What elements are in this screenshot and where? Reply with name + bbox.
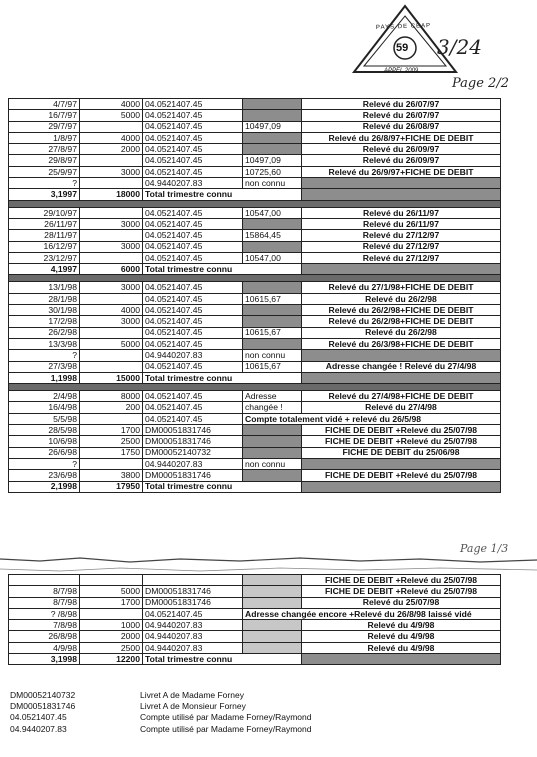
note-cell: Adresse [243, 391, 302, 402]
releve-cell: Relevé du 27/12/97 [302, 230, 501, 241]
date-cell: 29/7/97 [9, 121, 80, 132]
note-cell [243, 144, 302, 155]
amount-cell: 2000 [80, 631, 143, 642]
stamp-bottom-text: APPEL 2009 [384, 68, 419, 74]
table-row [9, 350, 501, 361]
handwritten-side-note: 3/24 [437, 35, 482, 59]
date-cell: 23/6/98 [9, 470, 80, 481]
note-cell: 10615,67 [243, 327, 302, 338]
date-cell [9, 575, 80, 586]
quarter-label: 4,1997 [9, 264, 80, 275]
amount-cell [80, 230, 143, 241]
table-row [9, 132, 501, 143]
total-text: Total trimestre connu [143, 372, 302, 383]
account-cell: 04.0521407.45 [143, 327, 243, 338]
note-cell [243, 132, 302, 143]
date-cell: 13/1/98 [9, 282, 80, 293]
account-cell: 04.0521407.45 [143, 110, 243, 121]
amount-cell: 200 [80, 402, 143, 413]
releve-cell: Relevé du 27/4/98 [302, 402, 501, 413]
separator-bar [9, 275, 501, 282]
date-cell: 26/2/98 [9, 327, 80, 338]
account-cell: 04.0521407.45 [143, 305, 243, 316]
amount-cell: 3000 [80, 316, 143, 327]
table-row [9, 575, 501, 586]
section-separator [9, 275, 501, 282]
table-row [9, 144, 501, 155]
releve-cell: Relevé du 26/08/97 [302, 121, 501, 132]
amount-cell: 2000 [80, 144, 143, 155]
account-cell: 04.9440207.83 [143, 458, 243, 469]
account-cell: 04.9440207.83 [143, 350, 243, 361]
separator-bar [9, 384, 501, 391]
releve-cell: Relevé du 26/8/97+FICHE DE DEBIT [302, 132, 501, 143]
date-cell: 8/7/98 [9, 586, 80, 597]
table-row [9, 121, 501, 132]
date-cell: 4/9/98 [9, 642, 80, 653]
account-cell: 04.0521407.45 [143, 413, 243, 424]
releve-cell: Relevé du 25/07/98 [302, 597, 501, 608]
table-row [9, 99, 501, 110]
note-cell: 10547,00 [243, 252, 302, 263]
note-cell [243, 282, 302, 293]
legend-item [10, 712, 312, 723]
amount-cell [80, 458, 143, 469]
note-cell: 10615,67 [243, 361, 302, 372]
table-row [9, 470, 501, 481]
amount-cell: 1000 [80, 620, 143, 631]
amount-cell: 1700 [80, 425, 143, 436]
amount-cell: 2500 [80, 642, 143, 653]
releve-cell: FICHE DE DEBIT +Relevé du 25/07/98 [302, 425, 501, 436]
table-row [9, 631, 501, 642]
table-row [9, 155, 501, 166]
note-cell [243, 425, 302, 436]
amount-cell [80, 207, 143, 218]
amount-cell: 3000 [80, 282, 143, 293]
amount-cell: 5000 [80, 586, 143, 597]
note-cell [243, 218, 302, 229]
note-cell: changée ! [243, 402, 302, 413]
releve-cell: Relevé du 4/9/98 [302, 631, 501, 642]
legend-description: Compte utilisé par Madame Forney/Raymond [140, 723, 312, 734]
table-row [9, 436, 501, 447]
table-row [9, 241, 501, 252]
note-cell [243, 620, 302, 631]
amount-cell: 8000 [80, 391, 143, 402]
account-cell: DM00052140732 [143, 447, 243, 458]
total-text: Total trimestre connu [143, 481, 302, 492]
legend-code: 04.9440207.83 [10, 723, 67, 734]
account-cell: DM00051831746 [143, 586, 243, 597]
total-text: Total trimestre connu [143, 654, 302, 665]
amount-cell: 3000 [80, 241, 143, 252]
account-cell: 04.9440207.83 [143, 631, 243, 642]
table-row [9, 361, 501, 372]
quarter-total: 12200 [80, 654, 143, 665]
date-cell: 28/5/98 [9, 425, 80, 436]
table-row [9, 252, 501, 263]
note-cell [243, 241, 302, 252]
amount-cell: 4000 [80, 132, 143, 143]
date-cell: 7/8/98 [9, 620, 80, 631]
releve-cell: Relevé du 26/09/97 [302, 144, 501, 155]
quarter-total: 15000 [80, 372, 143, 383]
total-row [9, 654, 501, 665]
amount-cell [80, 293, 143, 304]
date-cell: 28/11/97 [9, 230, 80, 241]
table-row [9, 282, 501, 293]
note-cell: 10725,60 [243, 166, 302, 177]
table-row [9, 327, 501, 338]
table-row [9, 305, 501, 316]
date-cell: 1/8/97 [9, 132, 80, 143]
legend-code: DM00052140732 [10, 690, 76, 700]
note-cell: non connu [243, 458, 302, 469]
quarter-label: 1,1998 [9, 372, 80, 383]
releve-cell: Relevé du 26/3/98+FICHE DE DEBIT [302, 338, 501, 349]
account-cell: 04.0521407.45 [143, 166, 243, 177]
releve-cell: Relevé du 26/11/97 [302, 207, 501, 218]
note-cell [243, 99, 302, 110]
quarter-label: 3,1997 [9, 189, 80, 200]
releve-cell: Relevé du 27/12/97 [302, 241, 501, 252]
table-row [9, 413, 501, 424]
total-row [9, 264, 501, 275]
releve-cell: Relevé du 26/11/97 [302, 218, 501, 229]
section-separator [9, 200, 501, 207]
amount-cell: 3000 [80, 218, 143, 229]
total-filler [302, 372, 501, 383]
table-row [9, 293, 501, 304]
account-legend [10, 690, 312, 735]
releve-cell: Relevé du 26/2/98+FICHE DE DEBIT [302, 316, 501, 327]
handwritten-torn-note: Page 1/3 [460, 542, 509, 555]
releve-cell [302, 458, 501, 469]
total-row [9, 372, 501, 383]
date-cell: 10/6/98 [9, 436, 80, 447]
account-cell: 04.0521407.45 [143, 241, 243, 252]
quarter-total: 18000 [80, 189, 143, 200]
amount-cell: 4000 [80, 99, 143, 110]
amount-cell [80, 121, 143, 132]
note-cell: non connu [243, 178, 302, 189]
table-row [9, 642, 501, 653]
note-cell [243, 338, 302, 349]
account-cell: 04.0521407.45 [143, 282, 243, 293]
account-cell: 04.0521407.45 [143, 99, 243, 110]
date-cell: 28/1/98 [9, 293, 80, 304]
releve-cell: Relevé du 26/07/97 [302, 99, 501, 110]
amount-cell [80, 155, 143, 166]
account-cell: 04.0521407.45 [143, 402, 243, 413]
releve-cell: Relevé du 26/2/98+FICHE DE DEBIT [302, 305, 501, 316]
amount-cell [80, 361, 143, 372]
date-cell: 29/8/97 [9, 155, 80, 166]
account-cell: 04.0521407.45 [143, 218, 243, 229]
account-cell: 04.0521407.45 [143, 121, 243, 132]
table-row [9, 447, 501, 458]
note-cell: 10547,00 [243, 207, 302, 218]
date-cell: 27/3/98 [9, 361, 80, 372]
table-row [9, 230, 501, 241]
legend-item [10, 724, 312, 735]
table-row [9, 218, 501, 229]
note-cell [243, 631, 302, 642]
date-cell: 29/10/97 [9, 207, 80, 218]
releve-cell: Relevé du 26/2/98 [302, 327, 501, 338]
table-row [9, 166, 501, 177]
amount-cell: 4000 [80, 305, 143, 316]
table-row [9, 597, 501, 608]
account-cell: 04.0521407.45 [143, 338, 243, 349]
releve-cell: FICHE DE DEBIT +Relevé du 25/07/98 [302, 575, 501, 586]
quarter-label: 2,1998 [9, 481, 80, 492]
account-cell: 04.0521407.45 [143, 316, 243, 327]
date-cell: 8/7/98 [9, 597, 80, 608]
note-cell [243, 642, 302, 653]
date-cell: 26/6/98 [9, 447, 80, 458]
note-cell [243, 316, 302, 327]
date-cell: ? [9, 178, 80, 189]
date-cell: ? [9, 350, 80, 361]
legend-description: Livret A de Monsieur Forney [140, 701, 246, 712]
releve-cell: Relevé du 27/1/98+FICHE DE DEBIT [302, 282, 501, 293]
stamp-top-text: PAYS DE CEAP [375, 23, 432, 31]
releve-cell: Relevé du 26/09/97 [302, 155, 501, 166]
account-cell: 04.0521407.45 [143, 252, 243, 263]
releve-cell: Relevé du 4/9/98 [302, 642, 501, 653]
date-cell: 16/7/97 [9, 110, 80, 121]
table-row [9, 620, 501, 631]
handwritten-page-note: Page 2/2 [452, 76, 509, 91]
table-row [9, 391, 501, 402]
date-cell: 26/8/98 [9, 631, 80, 642]
date-cell: 26/11/97 [9, 218, 80, 229]
note-cell: 10615,67 [243, 293, 302, 304]
table-row [9, 458, 501, 469]
amount-cell: 5000 [80, 338, 143, 349]
releve-cell: Relevé du 26/07/97 [302, 110, 501, 121]
account-cell: DM00051831746 [143, 470, 243, 481]
quarter-total: 6000 [80, 264, 143, 275]
account-cell: DM00051831746 [143, 436, 243, 447]
date-cell: 5/5/98 [9, 413, 80, 424]
note-cell [243, 305, 302, 316]
amount-cell: 5000 [80, 110, 143, 121]
account-cell: 04.0521407.45 [143, 144, 243, 155]
releve-cell [302, 178, 501, 189]
total-filler [302, 189, 501, 200]
legend-item [10, 690, 312, 701]
note-cell: 10497,09 [243, 155, 302, 166]
separator-bar [9, 200, 501, 207]
note-cell [243, 575, 302, 586]
account-cell: 04.9440207.83 [143, 178, 243, 189]
note-cell [243, 586, 302, 597]
account-cell: 04.0521407.45 [143, 361, 243, 372]
legend-description: Compte utilisé par Madame Forney/Raymond [140, 712, 312, 723]
legend-description: Livret A de Madame Forney [140, 690, 244, 700]
releve-cell: Relevé du 4/9/98 [302, 620, 501, 631]
total-row [9, 481, 501, 492]
releve-cell: FICHE DE DEBIT +Relevé du 25/07/98 [302, 436, 501, 447]
table-row [9, 110, 501, 121]
date-cell: ? [9, 458, 80, 469]
date-cell: 30/1/98 [9, 305, 80, 316]
account-cell: DM00051831746 [143, 597, 243, 608]
total-filler [302, 654, 501, 665]
note-cell: 10497,09 [243, 121, 302, 132]
amount-cell: 1750 [80, 447, 143, 458]
total-filler [302, 481, 501, 492]
releve-cell: FICHE DE DEBIT +Relevé du 25/07/98 [302, 470, 501, 481]
total-row [9, 189, 501, 200]
releve-cell [302, 350, 501, 361]
amount-cell [80, 252, 143, 263]
section-separator [9, 384, 501, 391]
date-cell: 23/12/97 [9, 252, 80, 263]
account-cell: 04.9440207.83 [143, 642, 243, 653]
note-cell [243, 597, 302, 608]
releve-cell: FICHE DE DEBIT +Relevé du 25/07/98 [302, 586, 501, 597]
amount-cell: 1700 [80, 597, 143, 608]
account-cell: 04.0521407.45 [143, 207, 243, 218]
date-cell: ? /8/98 [9, 608, 80, 619]
stamp-number: 59 [396, 42, 409, 54]
total-text: Total trimestre connu [143, 189, 302, 200]
account-cell: 04.0521407.45 [143, 608, 243, 619]
account-cell: 04.0521407.45 [143, 132, 243, 143]
releve-cell: Relevé du 26/9/97+FICHE DE DEBIT [302, 166, 501, 177]
legend-code: DM00051831746 [10, 701, 76, 712]
legend-item [10, 701, 312, 712]
ledger-table-page2 [8, 574, 501, 665]
note-cell [243, 447, 302, 458]
amount-cell [80, 327, 143, 338]
date-cell: 13/3/98 [9, 338, 80, 349]
amount-cell [80, 575, 143, 586]
quarter-total: 17950 [80, 481, 143, 492]
date-cell: 17/2/98 [9, 316, 80, 327]
total-filler [302, 264, 501, 275]
merged-note-cell: Compte totalement vidé + relevé du 26/5/98 [243, 413, 501, 424]
amount-cell: 3000 [80, 166, 143, 177]
date-cell: 16/4/98 [9, 402, 80, 413]
account-cell: DM00051831746 [143, 425, 243, 436]
table-row [9, 425, 501, 436]
account-cell: 04.0521407.45 [143, 230, 243, 241]
releve-cell: Relevé du 27/12/97 [302, 252, 501, 263]
amount-cell: 3800 [80, 470, 143, 481]
table-row [9, 608, 501, 619]
account-cell: 04.0521407.45 [143, 293, 243, 304]
amount-cell [80, 178, 143, 189]
account-cell: 04.0521407.45 [143, 391, 243, 402]
legend-code: 04.0521407.45 [10, 712, 67, 723]
date-cell: 16/12/97 [9, 241, 80, 252]
table-row [9, 316, 501, 327]
table-row [9, 338, 501, 349]
amount-cell [80, 350, 143, 361]
amount-cell [80, 608, 143, 619]
note-cell [243, 110, 302, 121]
table-row [9, 207, 501, 218]
ledger-table-page1 [8, 98, 501, 493]
account-cell: 04.9440207.83 [143, 620, 243, 631]
note-cell: 15864,45 [243, 230, 302, 241]
date-cell: 27/8/97 [9, 144, 80, 155]
note-cell [243, 436, 302, 447]
table-row [9, 402, 501, 413]
account-cell [143, 575, 243, 586]
amount-cell [80, 413, 143, 424]
date-cell: 2/4/98 [9, 391, 80, 402]
amount-cell: 2500 [80, 436, 143, 447]
note-cell: non connu [243, 350, 302, 361]
releve-cell: Adresse changée ! Relevé du 27/4/98 [302, 361, 501, 372]
releve-cell: Relevé du 27/4/98+FICHE DE DEBIT [302, 391, 501, 402]
account-cell: 04.0521407.45 [143, 155, 243, 166]
date-cell: 25/9/97 [9, 166, 80, 177]
note-cell [243, 470, 302, 481]
table-row [9, 178, 501, 189]
merged-note-cell: Adresse changée encore +Relevé du 26/8/98 laissé vidé [243, 608, 501, 619]
releve-cell: Relevé du 26/2/98 [302, 293, 501, 304]
releve-cell: FICHE DE DEBIT du 25/06/98 [302, 447, 501, 458]
date-cell: 4/7/97 [9, 99, 80, 110]
quarter-label: 3,1998 [9, 654, 80, 665]
table-row [9, 586, 501, 597]
total-text: Total trimestre connu [143, 264, 302, 275]
